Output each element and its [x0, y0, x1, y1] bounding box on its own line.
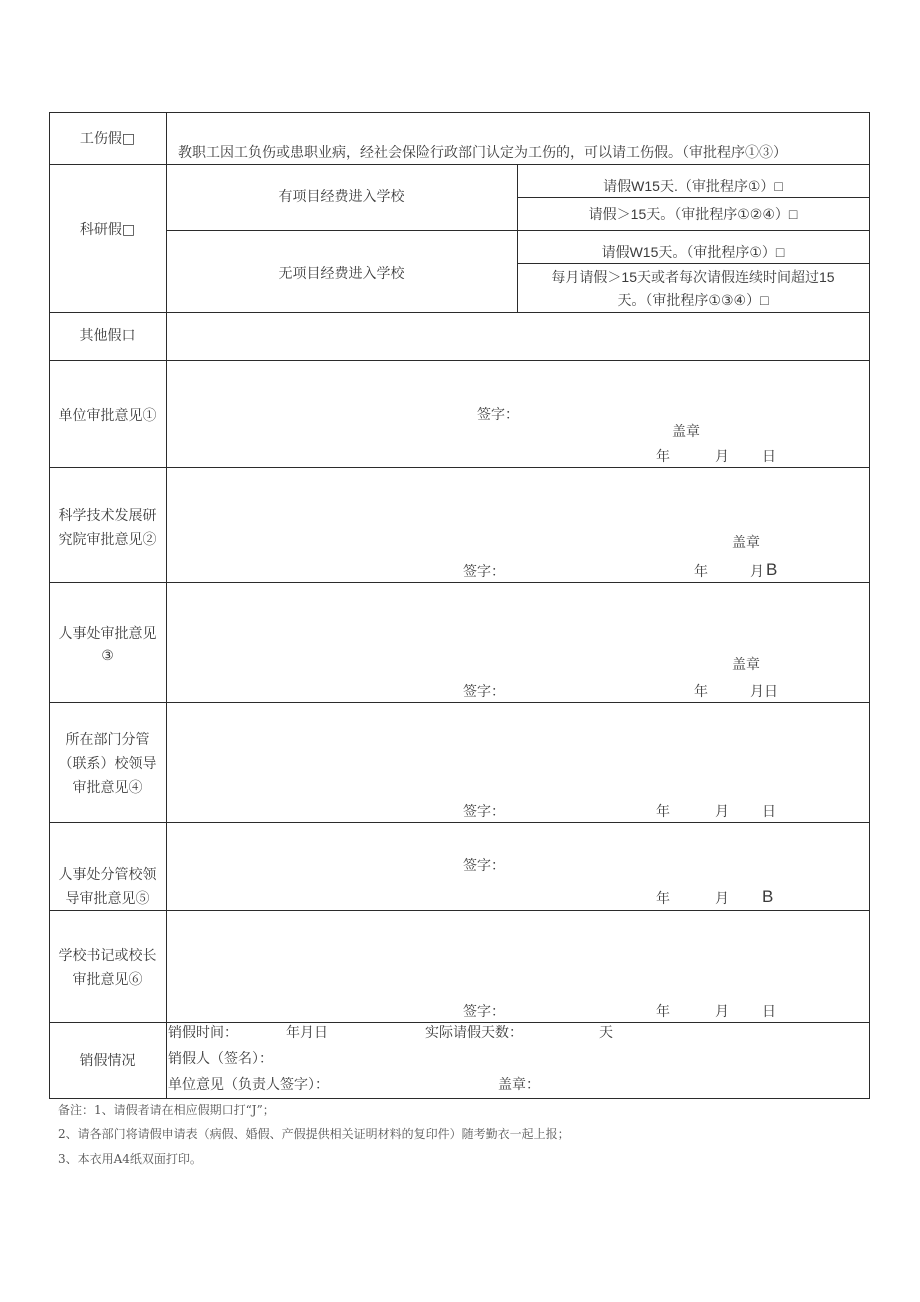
- injury-leave-label: 工伤假□: [79, 131, 136, 147]
- cancel-stamp-label: 盖章：: [498, 1077, 540, 1093]
- table-border-bottom: [49, 1098, 870, 1099]
- table-border-right: [869, 112, 870, 1099]
- dept-approval-label-line2: （联系）校领导: [58, 756, 157, 772]
- dept-approval-label-line1: 所在部门分管: [65, 732, 150, 748]
- research-leave-label: 科研假□: [79, 222, 136, 238]
- research-subrow-divider: [166, 230, 870, 231]
- actual-days-unit: 天: [599, 1025, 613, 1041]
- dept-approval-label-line3: 审批意见④: [72, 780, 143, 796]
- unfunded-option-long-line2: 天。（审批程序①③④）□: [617, 292, 769, 308]
- hr-leader-month: 月: [715, 891, 729, 907]
- science-approval-label-line1: 科学技术发展研: [58, 508, 157, 524]
- secretary-month: 月: [715, 1004, 729, 1020]
- row-divider: [49, 164, 870, 165]
- unit-sign-label: 签字：: [477, 407, 519, 423]
- label-column-divider: [166, 112, 167, 1099]
- unit-approval-label: 单位审批意见①: [58, 408, 157, 424]
- secretary-day: 日: [762, 1004, 776, 1020]
- dept-year: 年: [656, 804, 670, 820]
- row-divider: [49, 467, 870, 468]
- row-divider: [49, 822, 870, 823]
- option-divider: [517, 263, 870, 264]
- science-seal-label: 盖章: [732, 535, 760, 551]
- cancel-person-label: 销假人（签名）：: [168, 1051, 273, 1067]
- hr-leader-sign-label: 签字：: [463, 858, 505, 874]
- hr-sign-label: 签字：: [463, 684, 505, 700]
- science-approval-label-line2: 究院审批意见②: [58, 532, 157, 548]
- hr-seal-label: 盖章: [732, 657, 760, 673]
- hr-approval-label-line1: 人事处审批意见: [58, 626, 157, 642]
- secretary-approval-label-line1: 学校书记或校长: [58, 948, 157, 964]
- row-divider: [49, 312, 870, 313]
- option-divider: [517, 197, 870, 198]
- science-sign-label: 签字：: [463, 564, 505, 580]
- secretary-year: 年: [656, 1004, 670, 1020]
- table-border-top: [49, 112, 870, 113]
- cancel-time-label: 销假时间：: [168, 1025, 238, 1041]
- unit-day: 日: [762, 449, 776, 465]
- dept-day: 日: [762, 804, 776, 820]
- cancel-leave-label: 销假情况: [79, 1053, 136, 1069]
- hr-leader-year: 年: [656, 891, 670, 907]
- funded-option-short: 请假W15天.（审批程序①）□: [603, 178, 783, 194]
- cancel-date: 年月日: [286, 1025, 328, 1041]
- unit-month: 月: [715, 449, 729, 465]
- row-divider: [49, 582, 870, 583]
- row-divider: [49, 360, 870, 361]
- injury-leave-description: 教职工因工负伤或患职业病，经社会保险行政部门认定为工伤的，可以请工伤假。（审批程序①③）: [178, 145, 787, 161]
- science-day: B: [766, 560, 778, 579]
- hr-leader-day: B: [762, 887, 774, 906]
- hr-leader-approval-label-line1: 人事处分管校领: [58, 867, 157, 883]
- hr-approval-label-line2: ③: [101, 648, 114, 664]
- unfunded-option-long-line1: 每月请假＞15天或者每次请假连续时间超过15: [551, 269, 835, 285]
- row-divider: [49, 1022, 870, 1023]
- note-3: 3、本衣用A4纸双面打印。: [58, 1152, 202, 1166]
- other-leave-label: 其他假口: [79, 328, 136, 344]
- hr-leader-approval-label-line2: 导审批意见⑤: [65, 891, 150, 907]
- secretary-approval-label-line2: 审批意见⑥: [72, 972, 143, 988]
- science-month: 月: [750, 564, 764, 580]
- hr-year: 年: [694, 684, 708, 700]
- unit-seal-label: 盖章: [672, 424, 700, 440]
- funded-option-long: 请假＞15天。（审批程序①②④）□: [588, 206, 798, 222]
- unit-year: 年: [656, 449, 670, 465]
- dept-sign-label: 签字：: [463, 804, 505, 820]
- note-2: 2、请各部门将请假申请表（病假、婚假、产假提供相关证明材料的复印件）随考勤衣一起上报；: [58, 1127, 570, 1141]
- funded-project-label: 有项目经费进入学校: [278, 189, 405, 205]
- science-year: 年: [694, 564, 708, 580]
- unfunded-option-short: 请假W15天。（审批程序①）□: [601, 244, 785, 260]
- dept-month: 月: [715, 804, 729, 820]
- secretary-sign-label: 签字：: [463, 1004, 505, 1020]
- unit-opinion-label: 单位意见（负责人签字）：: [168, 1077, 329, 1093]
- row-divider: [49, 702, 870, 703]
- unfunded-project-label: 无项目经费进入学校: [278, 266, 405, 282]
- note-1: 备注：1、请假者请在相应假期口打“J”；: [58, 1103, 275, 1117]
- row-divider: [49, 910, 870, 911]
- actual-days-label: 实际请假天数：: [425, 1025, 523, 1041]
- hr-month-day: 月日: [750, 684, 778, 700]
